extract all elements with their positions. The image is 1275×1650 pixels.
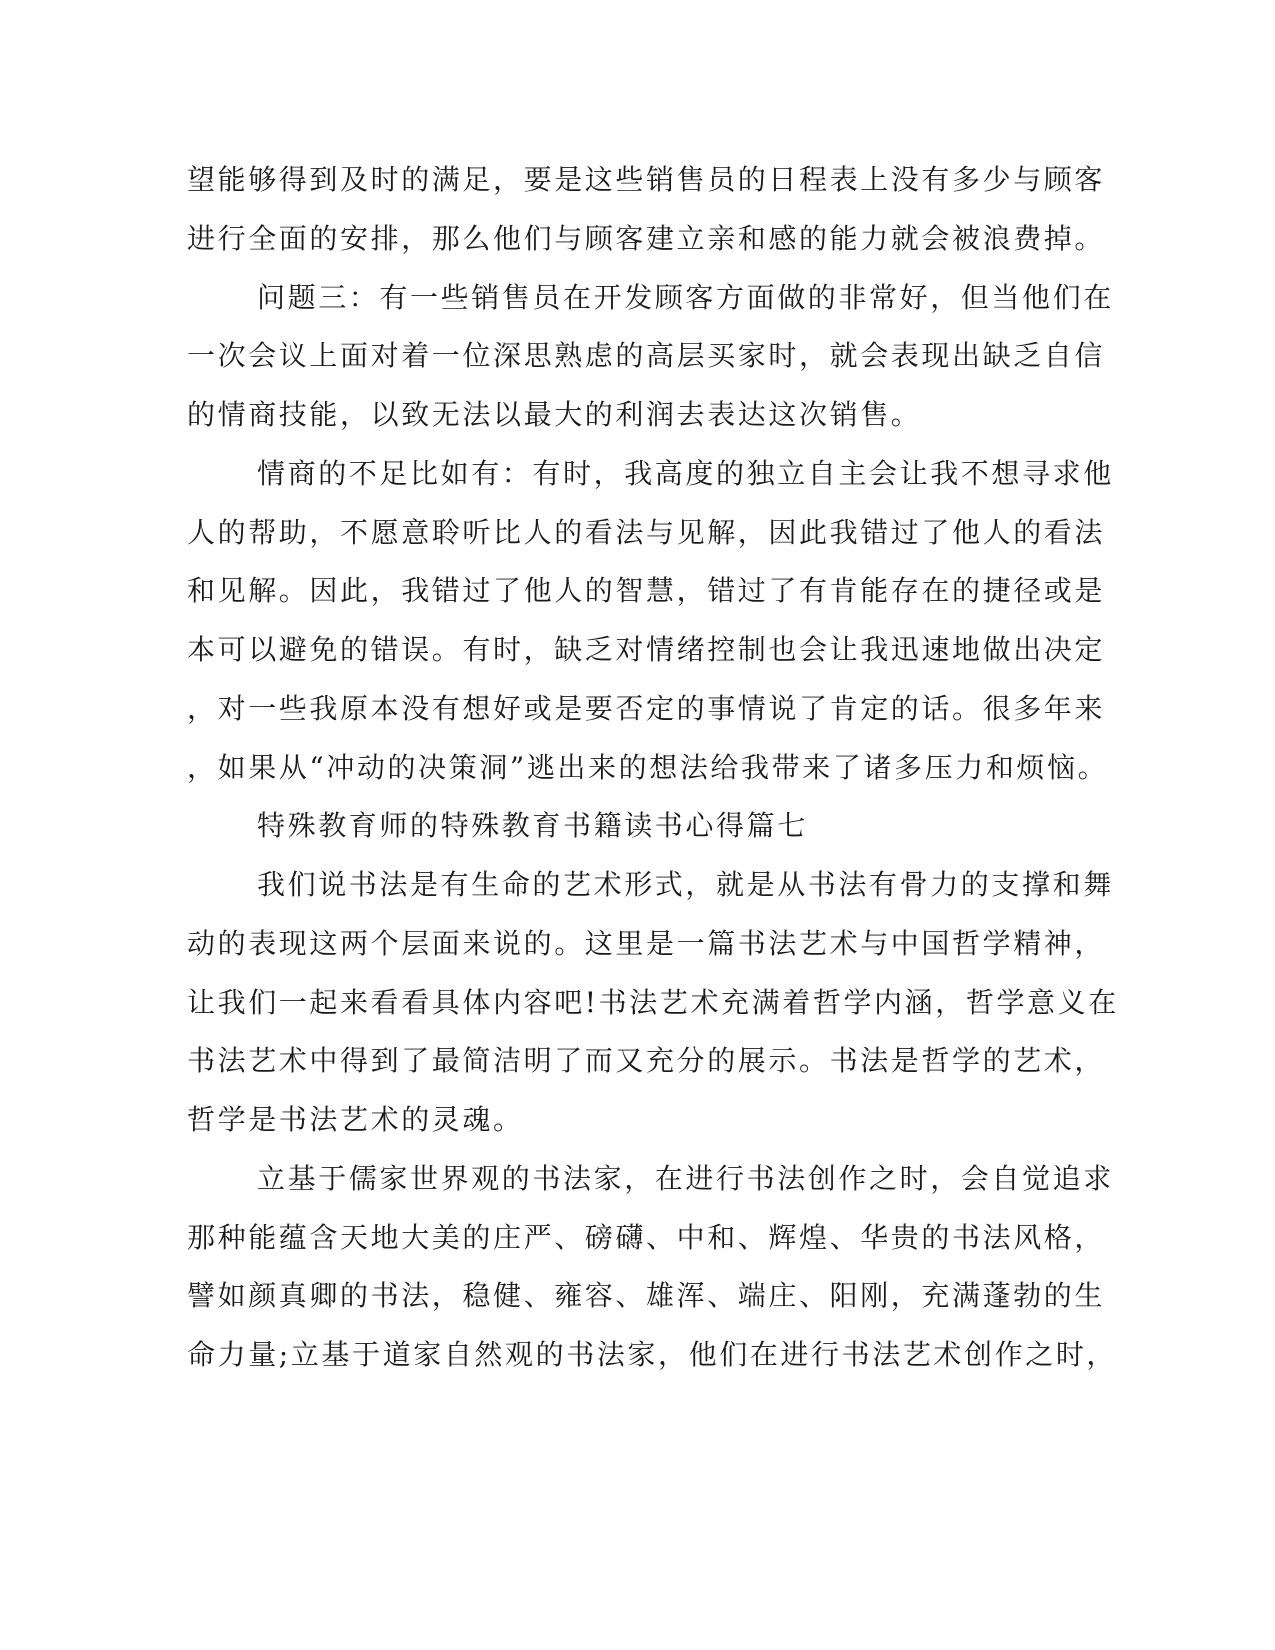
text-line: 动的表现这两个层面来说的。这里是一篇书法艺术与中国哲学精神， [187, 927, 1106, 960]
text-line: 和见解。因此，我错过了他人的智慧，错过了有肯能存在的捷径或是 [187, 574, 1106, 607]
text-line: 譬如颜真卿的书法，稳健、雍容、雄浑、端庄、阳刚，充满蓬勃的生 [187, 1279, 1106, 1312]
text-line: 人的帮助，不愿意聆听比人的看法与见解，因此我错过了他人的看法 [187, 516, 1106, 549]
text-line: 本可以避免的错误。有时，缺乏对情绪控制也会让我迅速地做出决定 [187, 633, 1106, 666]
paragraph-start-line: 问题三：有一些销售员在开发顾客方面做的非常好，但当他们在 [257, 281, 1114, 314]
section-heading: 特殊教育师的特殊教育书籍读书心得篇七 [257, 809, 808, 842]
text-line: ，对一些我原本没有想好或是要否定的事情说了肯定的话。很多年来 [187, 692, 1106, 725]
text-line: 的情商技能，以致无法以最大的利润去表达这次销售。 [187, 398, 922, 431]
text-line: 书法艺术中得到了最简洁明了而又充分的展示。书法是哲学的艺术， [187, 1044, 1106, 1077]
paragraph-start-line: 情商的不足比如有：有时，我高度的独立自主会让我不想寻求他 [257, 457, 1114, 490]
text-line: 命力量;立基于道家自然观的书法家，他们在进行书法艺术创作之时， [187, 1338, 1118, 1371]
text-line: ，如果从“冲动的决策洞”逃出来的想法给我带来了诸多压力和烦恼。 [187, 751, 1109, 784]
text-line: 望能够得到及时的满足，要是这些销售员的日程表上没有多少与顾客 [187, 163, 1106, 196]
text-line: 那种能蕴含天地大美的庄严、磅礴、中和、辉煌、华贵的书法风格， [187, 1221, 1106, 1254]
paragraph-start-line: 立基于儒家世界观的书法家，在进行书法创作之时，会自觉追求 [257, 1162, 1114, 1195]
text-line: 哲学是书法艺术的灵魂。 [187, 1103, 524, 1136]
paragraph-start-line: 我们说书法是有生命的艺术形式，就是从书法有骨力的支撑和舞 [257, 868, 1114, 901]
text-line: 一次会议上面对着一位深思熟虑的高层买家时，就会表现出缺乏自信 [187, 339, 1106, 372]
text-line: 进行全面的安排，那么他们与顾客建立亲和感的能力就会被浪费掉。 [187, 222, 1106, 255]
text-line: 让我们一起来看看具体内容吧!书法艺术充满着哲学内涵，哲学意义在 [187, 986, 1119, 1019]
